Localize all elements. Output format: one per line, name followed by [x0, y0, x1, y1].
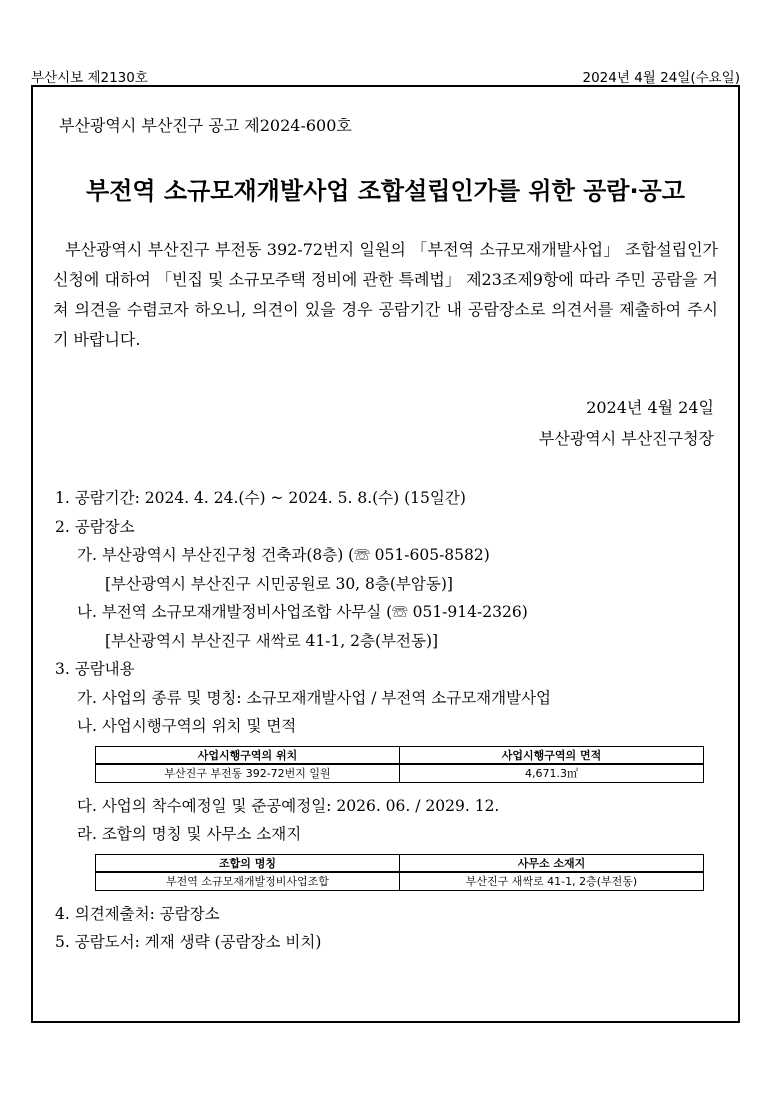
gazette-issue: 부산시보 제2130호 — [31, 70, 148, 86]
table-header-cell: 사업시행구역의 면적 — [400, 746, 704, 764]
item-place-heading: 2. 공람장소 — [55, 517, 135, 536]
notice-body: 부산광역시 부산진구 부전동 392-72번지 일원의 「부전역 소규모재개발사업」 조합설립인가 신청에 대하여 「빈집 및 소규모주택 정비에 관한 특례법」 제23조제9항에 따라 주민 공람을 거쳐 의견을 수렴코자 하오니, 의견이 있을 경우 공람기간 내 공람장소로 의견서를 제출하여 주시기 바랍니다. — [53, 240, 718, 349]
table-header-row — [96, 854, 704, 872]
item-content-c: 다. 사업의 착수예정일 및 준공예정일: 2026. 06. / 2029. 12. — [77, 796, 500, 815]
gazette-date: 2024년 4월 24일(수요일) — [582, 70, 740, 86]
table-header-cell: 사업시행구역의 위치 — [96, 746, 400, 764]
item-place-a: 가. 부산광역시 부산진구청 건축과(8층) (☏ 051-605-8582) — [77, 546, 490, 564]
item-place-a-address: [부산광역시 부산진구 시민공원로 30, 8층(부암동)] — [105, 574, 453, 593]
item-submit: 4. 의견제출처: 공람장소 — [55, 904, 220, 923]
table-row — [96, 764, 704, 782]
item-period: 1. 공람기간: 2024. 4. 24.(수) ~ 2024. 5. 8.(수) (15일간) — [55, 489, 466, 507]
item-content-d: 라. 조합의 명칭 및 사무소 소재지 — [77, 825, 302, 843]
item-content-heading: 3. 공람내용 — [55, 660, 135, 678]
table-row — [96, 872, 704, 890]
table-cell: 부산진구 부전동 392-72번지 일원 — [96, 764, 400, 782]
item-place-b-address: [부산광역시 부산진구 새싹로 41-1, 2층(부전동)] — [105, 631, 439, 650]
table-cell: 4,671.3㎡ — [400, 764, 704, 782]
table-header-cell: 사무소 소재지 — [400, 854, 704, 872]
item-place-b: 나. 부전역 소규모재개발정비사업조합 사무실 (☏ 051-914-2326) — [77, 603, 528, 621]
signature-name: 부산광역시 부산진구청장 — [538, 429, 714, 448]
table-cell: 부산진구 새싹로 41-1, 2층(부전동) — [400, 872, 704, 890]
notice-title: 부전역 소규모재개발사업 조합설립인가를 위한 공람·공고 — [86, 177, 685, 205]
table-header-row — [96, 746, 704, 764]
notice-items — [55, 484, 725, 957]
table-cell: 부전역 소규모재개발정비사업조합 — [96, 872, 400, 890]
item-content-a: 가. 사업의 종류 및 명칭: 소규모재개발사업 / 부전역 소규모재개발사업 — [77, 688, 552, 707]
notice-frame — [31, 85, 740, 1023]
table-header-cell: 조합의 명칭 — [96, 854, 400, 872]
area-table — [95, 746, 704, 783]
signature-date: 2024년 4월 24일 — [586, 398, 714, 417]
association-table — [95, 854, 704, 891]
item-docs: 5. 공람도서: 게재 생략 (공람장소 비치) — [55, 933, 322, 951]
notice-number: 부산광역시 부산진구 공고 제2024-600호 — [59, 116, 352, 135]
item-content-b: 나. 사업시행구역의 위치 및 면적 — [77, 717, 297, 735]
